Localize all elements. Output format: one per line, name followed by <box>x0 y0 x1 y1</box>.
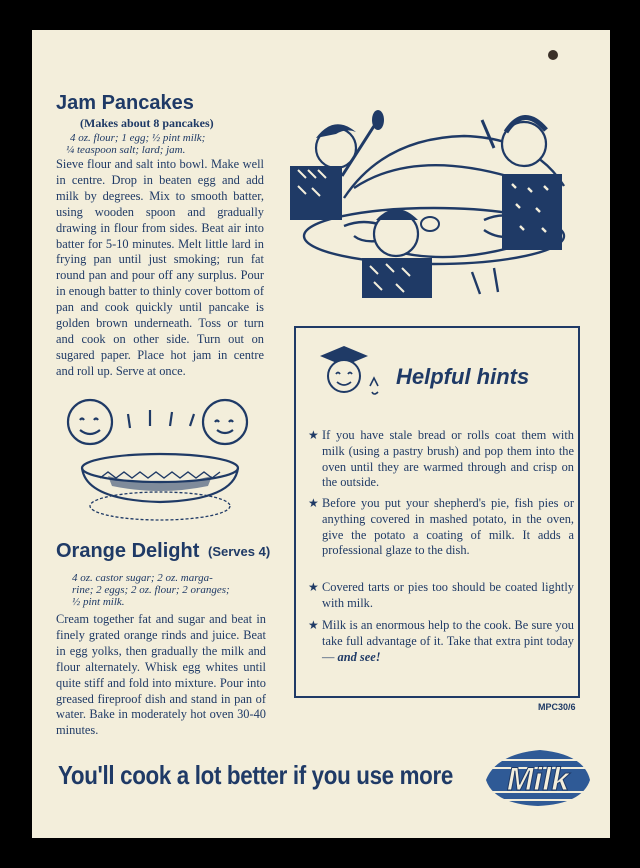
ingredients-line: rine; 2 eggs; 2 oz. flour; 2 oranges; <box>72 584 230 596</box>
hint-text: Milk is an enormous help to the cook. Be sure you take full advantage of it. Take that extra pint today — <box>322 618 574 664</box>
recipe-serves: (Serves 4) <box>208 544 271 559</box>
star-bullet-icon: ★ <box>308 496 319 510</box>
punch-hole <box>548 50 558 60</box>
hint-text: Before you put your shepherd's pie, fish pies or anything covered in mashed potato, in the oven, give the potato a coating of milk. It adds a professional glaze to the dish. <box>322 496 574 558</box>
hint-item <box>310 580 574 612</box>
hint-text: If you have stale bread or rolls coat them with milk (using a pastry brush) and pop them into the oven until they are warmed through and crisp on the outside. <box>322 428 574 490</box>
slogan: You'll cook a lot better if you use more <box>58 760 453 790</box>
recipe-yield: (Makes about 8 pancakes) <box>80 116 214 130</box>
mixing-bowl-illustration <box>50 392 265 532</box>
hints-title: Helpful hints <box>396 364 530 389</box>
hint-text: Covered tarts or pies too should be coated lightly with milk. <box>322 580 574 610</box>
ingredients-line: ½ pint milk. <box>72 596 125 608</box>
recipe-ingredients <box>72 572 262 608</box>
star-bullet-icon: ★ <box>308 428 319 442</box>
children-pancake-illustration <box>284 108 584 308</box>
recipe-method: Sieve flour and salt into bowl. Make well in centre. Drop in beaten egg and add milk by degrees. Mix to smooth batter, using wooden spoon and gradually drawing in flour from sides. Beat air into batter for 5-10 minutes. Melt little lard in frying pan until just smoking; run fat round pan and pour off any surplus. Pour in enough batter to thinly cover bottom of pan and cook quickly until pancake is golden brown underneath. Toss or turn and cook on other side. Turn out on sugared paper. Place hot jam in centre and roll up. Serve at once. <box>56 157 264 378</box>
hint-item <box>310 428 574 491</box>
recipe-method: Cream together fat and sugar and beat in finely grated orange rinds and juice. Beat in egg yolks, then gradually the milk and flour alternately. Whisk egg whites until quite stiff and fold into mixture. Pour into greased fireproof dish and stand in pan of water. Bake in moderately hot oven 30-40 minutes. <box>56 612 266 738</box>
ingredients-line: 4 oz. castor sugar; 2 oz. marga- <box>72 572 213 584</box>
milk-logo-text: Milk <box>506 761 570 797</box>
graduate-girl-icon <box>312 342 392 402</box>
hint-item <box>310 496 574 559</box>
star-bullet-icon: ★ <box>308 580 319 594</box>
recipe-title-orange-delight: Orange Delight <box>56 540 200 562</box>
helpful-hints-box <box>294 326 580 698</box>
milk-logo <box>482 746 594 808</box>
leaflet-code: MPC30/6 <box>538 702 576 712</box>
ingredients-line: ¼ teaspoon salt; lard; jam. <box>66 144 186 156</box>
recipe-ingredients <box>66 132 270 156</box>
recipe-title-jam-pancakes: Jam Pancakes <box>56 92 194 114</box>
star-bullet-icon: ★ <box>308 618 319 632</box>
ingredients-line: 4 oz. flour; 1 egg; ½ pint milk; <box>70 132 206 144</box>
hint-emphasis: and see! <box>337 649 381 664</box>
hint-item <box>310 618 574 665</box>
